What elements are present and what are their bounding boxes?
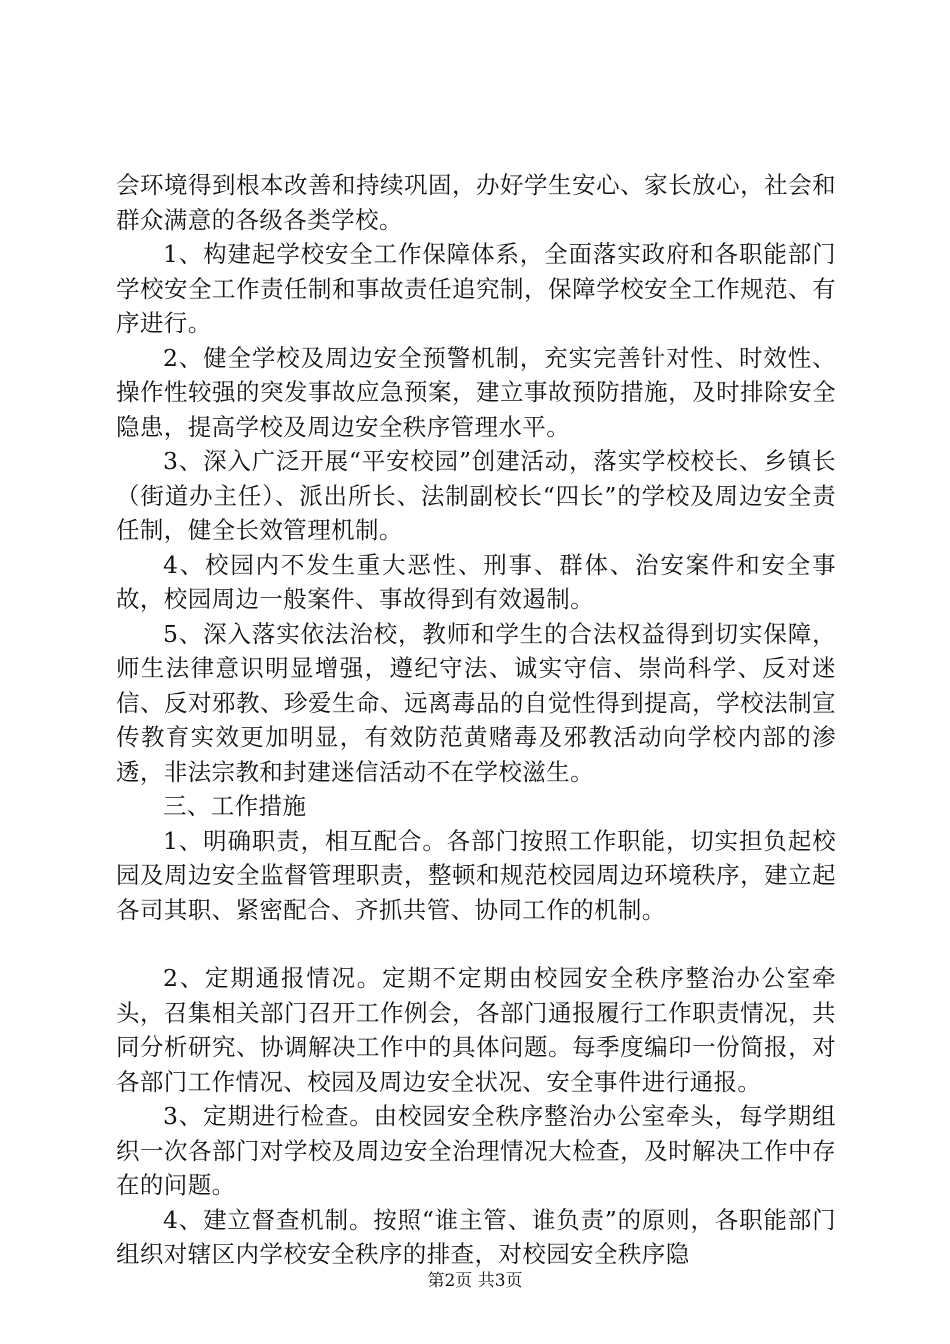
paragraph-measure-1: 1、明确职责，相互配合。各部门按照工作职能，切实担负起校园及周边安全监督管理职责，整顿和规范校园周边环境秩序，建立起各司其职、紧密配合、齐抓共管、协同工作的机制。 (116, 826, 836, 924)
paragraph-measure-3: 3、定期进行检查。由校园安全秩序整治办公室牵头，每学期组织一次各部门对学校及周边安全治理情况大检查，及时解决工作中存在的问题。 (116, 1102, 836, 1199)
paragraph-goal-4: 4、校园内不发生重大恶性、刑事、群体、治安案件和安全事故，校园周边一般案件、事故得到有效遏制。 (116, 550, 836, 613)
paragraph-goal-5: 5、深入落实依法治校，教师和学生的合法权益得到切实保障，师生法律意识明显增强，遵纪守法、诚实守信、崇尚科学、反对迷信、反对邪教、珍爱生命、远离毒品的自觉性得到提高，学校法制宣传教育实效更加明显，有效防范黄赌毒及邪教活动向学校内部的渗透，非法宗教和封建迷信活动不在学校滋生。 (116, 619, 836, 786)
blank-line (116, 927, 836, 961)
paragraph-goal-1: 1、构建起学校安全工作保障体系，全面落实政府和各职能部门学校安全工作责任制和事故责任追究制，保障学校安全工作规范、有序进行。 (116, 240, 836, 337)
paragraph-measure-2: 2、定期通报情况。定期不定期由校园安全秩序整治办公室牵头，召集相关部门召开工作例会，各部门通报履行工作职责情况，共同分析研究、协调解决工作中的具体问题。每季度编印一份简报，对各部门工作情况、校园及周边安全状况、安全事件进行通报。 (116, 964, 836, 1096)
page-number: 第2页 共3页 (427, 1271, 523, 1291)
section-heading-work-measures: 三、工作措施 (163, 792, 307, 820)
document-body (116, 168, 836, 1272)
paragraph-goal-3: 3、深入广泛开展“平安校园”创建活动，落实学校校长、乡镇长（街道办主任）、派出所长、法制副校长“四长”的学校及周边安全责任制，健全长效管理机制。 (116, 447, 836, 544)
paragraph-continuation: 会环境得到根本改善和持续巩固，办好学生安心、家长放心，社会和群众满意的各级各类学校。 (116, 171, 836, 234)
page-footer (0, 1270, 950, 1292)
paragraph-measure-4: 4、建立督查机制。按照“谁主管、谁负责”的原则，各职能部门组织对辖区内学校安全秩序的排查，对校园安全秩序隐 (116, 1205, 836, 1268)
paragraph-goal-2: 2、健全学校及周边安全预警机制，充实完善针对性、时效性、操作性较强的突发事故应急预案，建立事故预防措施，及时排除安全隐患，提高学校及周边安全秩序管理水平。 (116, 343, 836, 441)
